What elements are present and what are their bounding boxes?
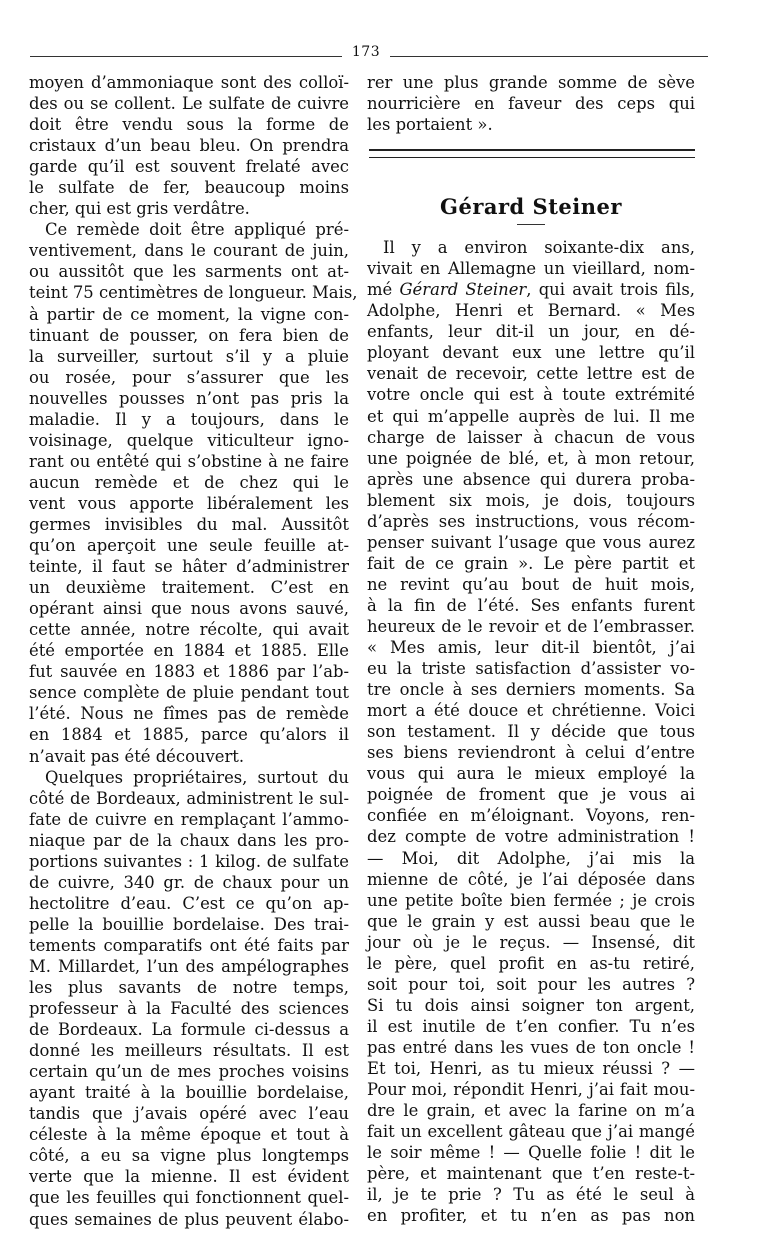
text-line: en 1884 et 1885, parce qu’alors il [29, 725, 349, 745]
text-line: « Mes amis, leur dit-il bientôt, j’ai [367, 638, 695, 658]
text-line: charge de laisser à chacun de vous [367, 427, 695, 447]
story-title: Gérard Steiner [440, 194, 622, 220]
text-line: niaque par de la chaux dans les pro- [29, 830, 349, 850]
text-line: teint 75 centimètres de longueur. Mais, [29, 283, 358, 303]
text-line: à partir de ce moment, la vigne con- [29, 304, 349, 324]
italic-name: Gérard Steiner [399, 280, 527, 300]
text-line: aucun remède et de chez qui le [29, 472, 349, 492]
text-line: nouvelles pousses n’ont pas pris la [29, 388, 349, 408]
text-line: les portaient ». [367, 115, 493, 135]
left-column [29, 72, 358, 1230]
text-line: une poignée de blé, et, à mon retour, [367, 448, 695, 468]
text-line: le soir même ! — Quelle folie ! dit le [367, 1143, 695, 1163]
text-line: certain qu’un de mes proches voisins [29, 1062, 349, 1082]
text-line: cristaux d’un beau bleu. On prendra [29, 136, 349, 156]
text-line: nourricière en faveur des ceps qui [367, 94, 695, 114]
page-number: 173 [351, 44, 381, 60]
text-segment: , qui avait trois fils, [526, 280, 695, 300]
text-line: le père, quel profit en as-tu retiré, [367, 953, 695, 973]
text-line: blement six mois, je dois, toujours [367, 490, 695, 510]
text-line: — Moi, dit Adolphe, j’ai mis la [367, 848, 695, 868]
text-line: céleste à la même époque et tout à [29, 1125, 349, 1145]
right-column-continuation [367, 72, 695, 135]
text-line: cher, qui est gris verdâtre. [29, 199, 250, 219]
text-line: garde qu’il est souvent frelaté avec [29, 157, 349, 177]
text-line: penser suivant l’usage que vous aurez [367, 532, 695, 552]
text-line: en profiter, et tu n’en as pas non [367, 1206, 695, 1226]
text-line: Adolphe, Henri et Bernard. « Mes [367, 301, 695, 321]
text-line: ayant traité à la bouillie bordelaise, [29, 1083, 349, 1103]
text-line: après une absence qui durera proba- [367, 469, 695, 489]
text-line: venait de recevoir, cette lettre est de [367, 364, 695, 384]
text-line: confiée en m’éloignant. Voyons, ren- [367, 806, 695, 826]
story-body [367, 237, 695, 1226]
text-line: mort a été douce et chrétienne. Voici [367, 701, 695, 721]
text-line: de Bordeaux. La formule ci-dessus a [29, 1020, 349, 1040]
text-line: ou rosée, pour s’assurer que les [29, 367, 349, 387]
text-line: soit pour toi, soit pour les autres ? [367, 974, 695, 994]
text-line: les plus savants de notre temps, [29, 978, 349, 998]
text-line: père, et maintenant que t’en reste-t- [367, 1164, 695, 1184]
text-line: enfants, leur dit-il un jour, en dé- [367, 322, 695, 342]
text-line: de cuivre, 340 gr. de chaux pour un [29, 872, 349, 892]
text-line: tements comparatifs ont été faits par [29, 935, 349, 955]
text-line [367, 279, 695, 300]
text-line: vivait en Allemagne un vieillard, nom- [367, 259, 695, 279]
text-line: tinuant de pousser, on fera bien de [29, 325, 349, 345]
text-line: M. Millardet, l’un des ampélographes [29, 956, 349, 976]
text-line: portions suivantes : 1 kilog. de sulfate [29, 851, 349, 871]
header-rule-left [30, 56, 342, 57]
text-line: vous qui aura le mieux employé la [367, 764, 695, 784]
text-line: son testament. Il y décide que tous [367, 722, 695, 742]
text-line: jour où je le reçus. — Insensé, dit [367, 932, 695, 952]
text-line: Quelques propriétaires, surtout du [45, 767, 349, 787]
text-line: vent vous apporte libéralement les [29, 493, 349, 513]
text-segment: mé [367, 280, 400, 300]
text-line: Si tu dois ainsi soigner ton argent, [367, 995, 695, 1015]
text-line: rant ou entêté qui s’obstine à ne faire [29, 451, 349, 471]
text-line: n’avait pas été découvert. [29, 746, 245, 766]
text-line: rer une plus grande somme de sève [367, 73, 695, 92]
text-line: côté, a eu sa vigne plus longtemps [29, 1146, 349, 1166]
text-line: moyen d’ammoniaque sont des colloï- [29, 73, 349, 92]
text-line: tre oncle à ses derniers moments. Sa [367, 680, 695, 700]
text-line: fut sauvée en 1883 et 1886 par l’ab- [29, 662, 349, 682]
text-line: des ou se collent. Le sulfate de cuivre [29, 94, 349, 114]
text-line: été emportée en 1884 et 1885. Elle [29, 641, 349, 661]
section-separator [369, 149, 695, 158]
text-line: ses biens reviendront à celui d’entre [367, 743, 695, 763]
text-line: côté de Bordeaux, administrent le sul- [29, 788, 349, 808]
text-line: ou aussitôt que les sarments ont at- [29, 262, 349, 282]
text-line: pelle la bouillie bordelaise. Des trai- [29, 914, 349, 934]
text-line: que le grain y est aussi beau que le [367, 911, 695, 931]
text-line: il, je te prie ? Tu as été le seul à [367, 1185, 695, 1205]
text-line: pas entré dans les vues de ton oncle ! [367, 1037, 695, 1057]
text-line: Et toi, Henri, as tu mieux réussi ? — [367, 1058, 695, 1078]
text-line: donné les meilleurs résultats. Il est [29, 1041, 349, 1061]
text-line: tandis que j’avais opéré avec l’eau [29, 1104, 349, 1124]
right-column [367, 72, 695, 1226]
text-line: Ce remède doit être appliqué pré- [45, 220, 349, 240]
text-line: qu’on aperçoit une seule feuille at- [29, 536, 349, 556]
text-line: la surveiller, surtout s’il y a pluie [29, 346, 349, 366]
text-line: hectolitre d’eau. C’est ce qu’on ap- [29, 893, 349, 913]
text-line: opérant ainsi que nous avons sauvé, [29, 599, 349, 619]
text-line: ques semaines de plus peuvent élabo- [29, 1209, 349, 1229]
text-line: heureux de le revoir et de l’embrasser. [367, 616, 695, 636]
text-line: il est inutile de t’en confier. Tu n’es [367, 1016, 695, 1036]
text-line: ventivement, dans le courant de juin, [29, 241, 349, 261]
text-line: que les feuilles qui fonctionnent quel- [29, 1188, 349, 1208]
text-line: ne revint qu’au bout de huit mois, [367, 574, 695, 594]
text-line: sence complète de pluie pendant tout [29, 683, 349, 703]
text-line: dre le grain, et avec la farine on m’a [367, 1101, 695, 1121]
text-line: cette année, notre récolte, qui avait [29, 620, 349, 640]
text-line: doit être vendu sous la forme de [29, 115, 349, 135]
text-line: germes invisibles du mal. Aussitôt [29, 514, 349, 534]
text-line: mienne de côté, je l’ai déposée dans [367, 869, 695, 889]
text-line: un deuxième traitement. C’est en [29, 578, 349, 598]
text-line: le sulfate de fer, beaucoup moins [29, 178, 349, 198]
title-dash [517, 224, 545, 225]
text-line: une petite boîte bien fermée ; je crois [367, 890, 695, 910]
text-line: fait de ce grain ». Le père partit et [367, 553, 695, 573]
text-line: fate de cuivre en remplaçant l’ammo- [29, 809, 349, 829]
text-line: Pour moi, répondit Henri, j’ai fait mou- [367, 1080, 695, 1100]
header-rule-right [390, 56, 708, 57]
text-line: eu la triste satisfaction d’assister vo- [367, 659, 695, 679]
text-line: poignée de froment que je vous ai [367, 785, 695, 805]
text-line: teinte, il faut se hâter d’administrer [29, 557, 349, 577]
text-line: dez compte de votre administration ! [367, 827, 695, 847]
text-line: Il y a environ soixante-dix ans, [383, 238, 695, 258]
text-line: à la fin de l’été. Ses enfants furent [367, 595, 695, 615]
text-line: voisinage, quelque viticulteur igno- [29, 430, 349, 450]
text-line: l’été. Nous ne fîmes pas de remède [29, 704, 349, 724]
text-line: votre oncle qui est à toute extrémité [367, 385, 695, 405]
text-line: verte que la mienne. Il est évident [29, 1167, 349, 1187]
text-line: et qui m’appelle auprès de lui. Il me [367, 406, 695, 426]
text-line: fait un excellent gâteau que j’ai mangé [367, 1122, 695, 1142]
text-line: maladie. Il y a toujours, dans le [29, 409, 349, 429]
text-line: professeur à la Faculté des sciences [29, 999, 349, 1019]
text-line: d’après ses instructions, vous récom- [367, 511, 695, 531]
text-line: ployant devant eux une lettre qu’il [367, 343, 695, 363]
